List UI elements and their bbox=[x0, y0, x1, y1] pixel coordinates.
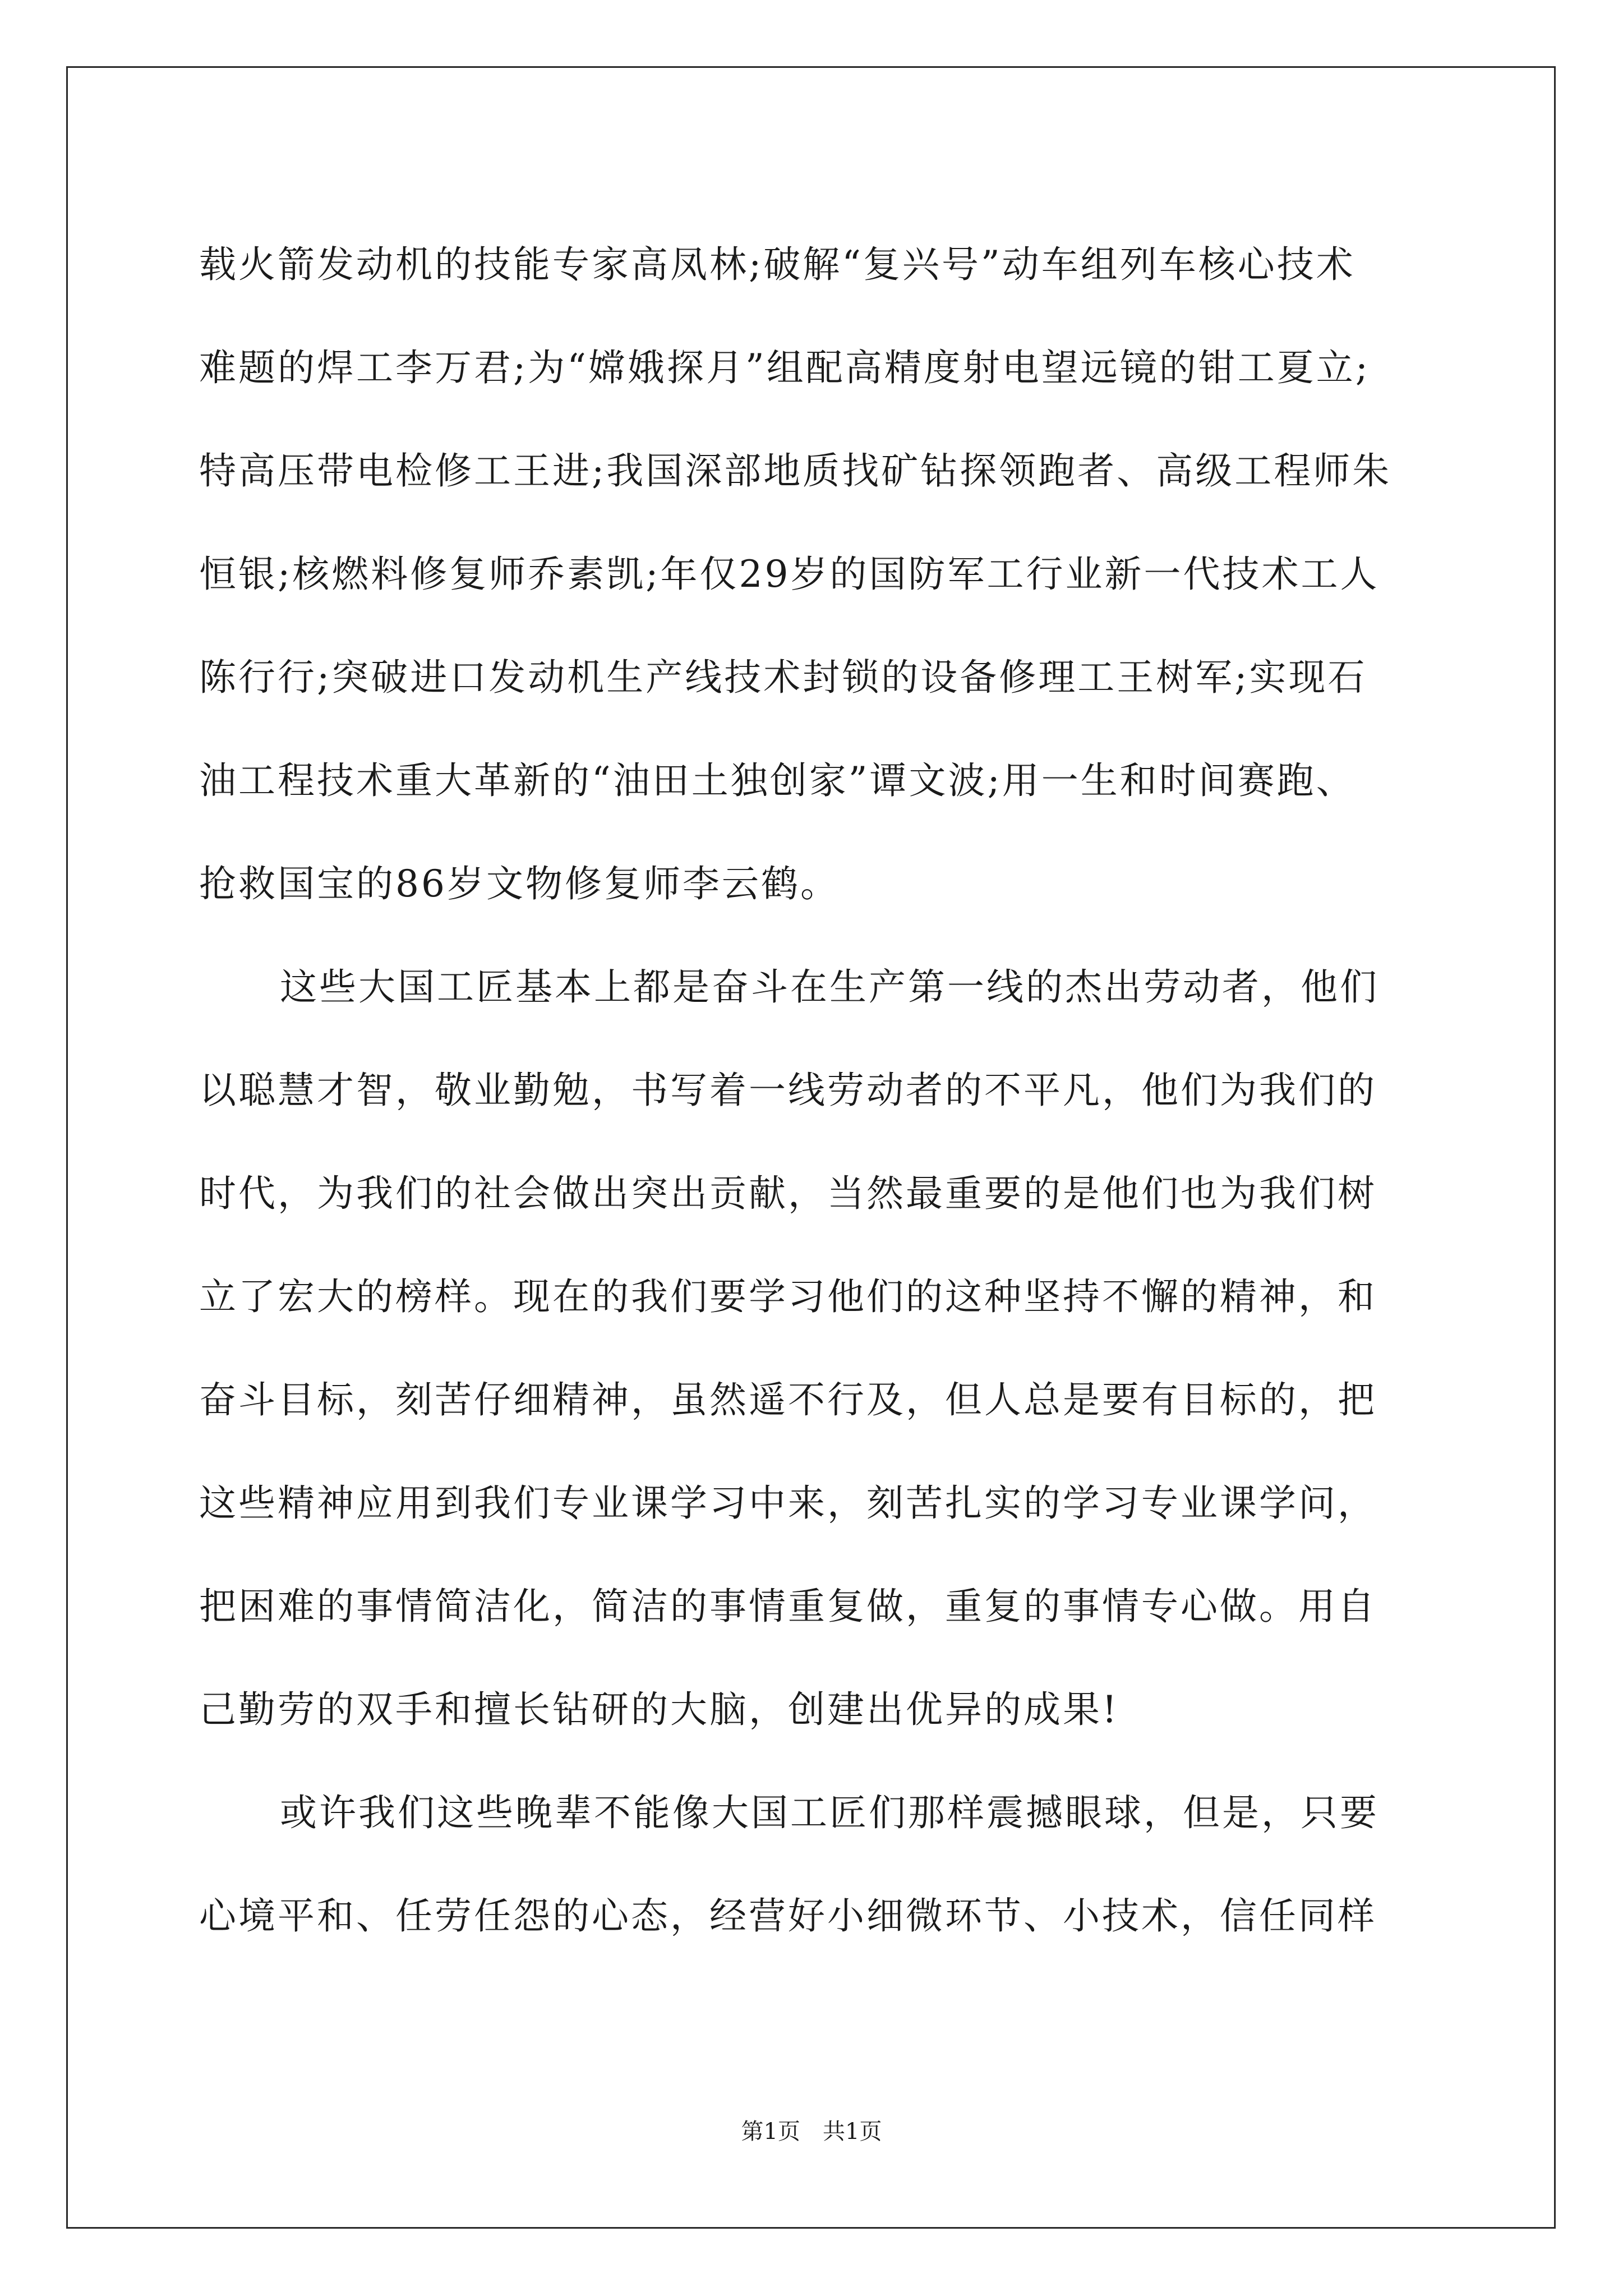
paragraph-1 bbox=[199, 213, 1467, 936]
page-total: 共1页 bbox=[823, 2119, 882, 2145]
text-line: 以聪慧才智，敬业勤勉，书写着一线劳动者的不平凡，他们为我们的 bbox=[199, 1069, 1377, 1112]
text-line: 时代，为我们的社会做出突出贡献，当然最重要的是他们也为我们树 bbox=[199, 1172, 1377, 1215]
page-footer bbox=[0, 2115, 1623, 2148]
text-line-first: 这些大国工匠基本上都是奋斗在生产第一线的杰出劳动者，他们 bbox=[280, 965, 1379, 1009]
text-line: 心境平和、任劳任怨的心态，经营好小细微环节、小技术，信任同样 bbox=[199, 1894, 1377, 1938]
text-line: 难题的焊工李万君;为“嫦娥探月”组配高精度射电望远镜的钳工夏立; bbox=[199, 346, 1370, 389]
text-line: 抢救国宝的86岁文物修复师李云鹤。 bbox=[199, 862, 840, 905]
page-number: 第1页 bbox=[741, 2119, 800, 2145]
text-line: 特高压带电检修工王进;我国深部地质找矿钻探领跑者、高级工程师朱 bbox=[199, 449, 1392, 493]
text-line: 把困难的事情简洁化，简洁的事情重复做，重复的事情专心做。用自 bbox=[199, 1585, 1377, 1628]
document-body bbox=[199, 213, 1467, 1968]
paragraph-3 bbox=[199, 1761, 1467, 1968]
text-line: 奋斗目标，刻苦仔细精神，虽然遥不行及，但人总是要有目标的，把 bbox=[199, 1378, 1377, 1421]
text-line: 立了宏大的榜样。现在的我们要学习他们的这种坚持不懈的精神，和 bbox=[199, 1275, 1377, 1318]
text-line: 己勤劳的双手和擅长钻研的大脑，创建出优异的成果! bbox=[199, 1688, 1119, 1731]
text-line: 陈行行;突破进口发动机生产线技术封锁的设备修理工王树军;实现石 bbox=[199, 656, 1367, 699]
text-line: 油工程技术重大革新的“油田土独创家”谭文波;用一生和时间赛跑、 bbox=[199, 759, 1355, 802]
text-line: 载火箭发动机的技能专家高凤林;破解“复兴号”动车组列车核心技术 bbox=[199, 243, 1355, 286]
text-line: 这些精神应用到我们专业课学习中来，刻苦扎实的学习专业课学问， bbox=[199, 1481, 1377, 1525]
paragraph-2 bbox=[199, 936, 1467, 1761]
text-line: 恒银;核燃料修复师乔素凯;年仅29岁的国防军工行业新一代技术工人 bbox=[199, 553, 1380, 596]
text-line-first: 或许我们这些晚辈不能像大国工匠们那样震撼眼球，但是，只要 bbox=[280, 1791, 1379, 1834]
